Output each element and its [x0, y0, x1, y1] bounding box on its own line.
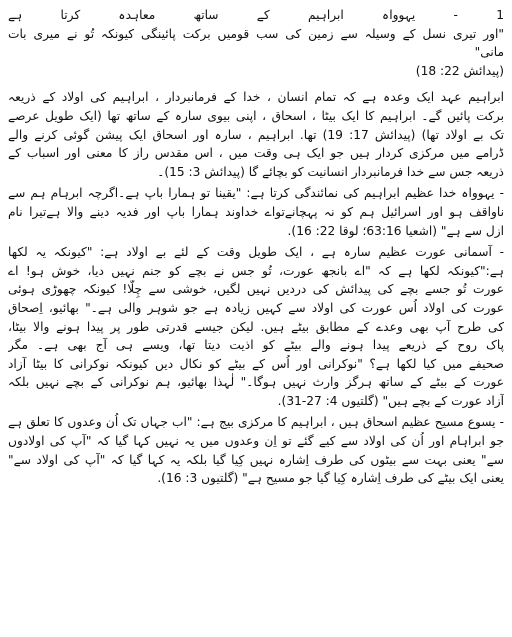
text-line: عورت کی اولاد اُس عورت کی اولاد سے کہیں زیادہ ہے جو شوہر والی ہے۔" بھائیو، اِصحاق [8, 300, 504, 315]
paragraph-covenant-heading [8, 6, 504, 80]
text-line: ہے:"کیونکہ لکھا ہے کہ "اے بانجھ عورت، تُو جس نے بچے کو جنم نہیں دیا، خوش ہو! اے [8, 263, 504, 278]
text-line: ڈرامے میں مرکزی کردار ہیں جو ایک ہی وقت میں ، اس مقدس راز کا معنی اور اسباب کے [8, 146, 504, 161]
text-line: تک بے اولاد تھا) (پیدائش 17: 19) تھا. ابراہیم ، سارہ اور اسحاق ایک پیشن گوئی کرنے والے [8, 127, 504, 142]
text-line: 1 - یہوواہ ابراہیم کے ساتھ معاہدہ کرتا ہے [8, 8, 504, 22]
text-line: ابراہیم عہد ایک وعدہ ہے کہ تمام انسان ، خدا کے فرمانبردار ، ابراہیم کی اولاد کے ذریعہ [8, 90, 504, 105]
text-line: سے" یعنی بہت سے بیٹوں کی طرف اِشارہ نہیں کِیا گیا بلکہ یہ کہا گیا کہ "آپ کی اولاد سے" [8, 452, 504, 467]
text-line: مانی" [474, 45, 504, 60]
text-line: آزاد عورت کے بچے ہیں" (گلتیوں 4: 27-31). [277, 393, 504, 408]
scripture-reference: (پیدائش 22: 18) [415, 63, 504, 78]
text-line: کی طرح آپ بھی وعدے کے مطابق بیٹے ہیں. لیکن جیسے قدرتی طور پر پیدا ہونے والا بیٹا، [8, 319, 504, 334]
text-line: ازل سے ہے" (اشعیا 63:16؛ لوقا 22: 16). [287, 223, 504, 238]
text-line: صحیفے میں کیا لکھا ہے؟ "نوکرانی اور اُس کے بیٹے کو نکال دیں کیونکہ نوکرانی کا بیٹا آزاد [8, 356, 504, 371]
paragraph-heavenly-woman [8, 243, 504, 410]
text-line: - یسوع مسیح عظیم اسحاق ہیں ، ابراہیم کا مرکزی بیج ہے: "اب جہاں تک اُن وعدوں کا تعلق ہے [8, 415, 504, 430]
text-line: - آسمانی عورت عظیم سارہ ہے ، ایک طویل وقت کے لئے بے اولاد ہے: "کیونکہ یہ لکھا [8, 245, 504, 260]
text-line: برکت پائیں گے۔ ابراہیم کا ایک بیٹا ، اسحاق ، اپنی بیوی سارہ کے ساتھ تھا (ایک طویل عرصے [8, 108, 504, 123]
text-line: یعنی ایک بیٹے کی طرف اِشارہ کِیا گیا جو مسیح ہے" (گلتیوں 3: 16). [157, 471, 504, 486]
text-line: پاک روح کے ذریعے پیدا ہونے والے بیٹے کو اذیت دیتا تھا، ویسے ہی آج بھی ہے۔ مگر [8, 338, 504, 353]
text-line: عورت تُو جسے بچے کی پیدائش کی دردیں نہیں لگیں، خوشی سے چِلّا! کیونکہ چھوڑی ہوئی [8, 282, 504, 297]
text-line: - یہوواہ خدا عظیم ابراہیم کی نمائندگی کرتا ہے: "یقینا تو ہمارا باپ ہے۔اگرچہ ابرہام ہم سے [8, 186, 504, 201]
paragraph-covenant-explanation [8, 88, 504, 181]
text-line: ناواقف ہو اور اسرائیل ہم کو نہ پہچانےتواے خداوند ہمارا باپ اور فدیہ دینے والا ہےتیرا نام [8, 204, 504, 219]
text-line: ذریعہ جس سے خدا فرمانبردار انسانیت کو بچائے گا (پیدائش 3: 15)۔ [157, 164, 504, 179]
paragraph-jehovah-abraham [8, 184, 504, 240]
text-line: جو ابراہام اور اُن کی اولاد سے کیے گئے تو اِن وعدوں میں یہ نہیں کہا گیا کہ "آپ کی اولادوں [8, 434, 504, 449]
text-line: عورت کے بیٹے کے ساتھ ہرگز وارث نہیں ہوگا۔" لٰہذا بھائیو، ہم نوکرانی کے بچے نہیں بلکہ [8, 375, 504, 390]
text-line: "اور تیری نسل کے وسیلہ سے زمین کی سب قومیں برکت پائینگی کیونکہ تُو نے میری بات [8, 26, 504, 41]
paragraph-jesus-isaac [8, 413, 504, 487]
